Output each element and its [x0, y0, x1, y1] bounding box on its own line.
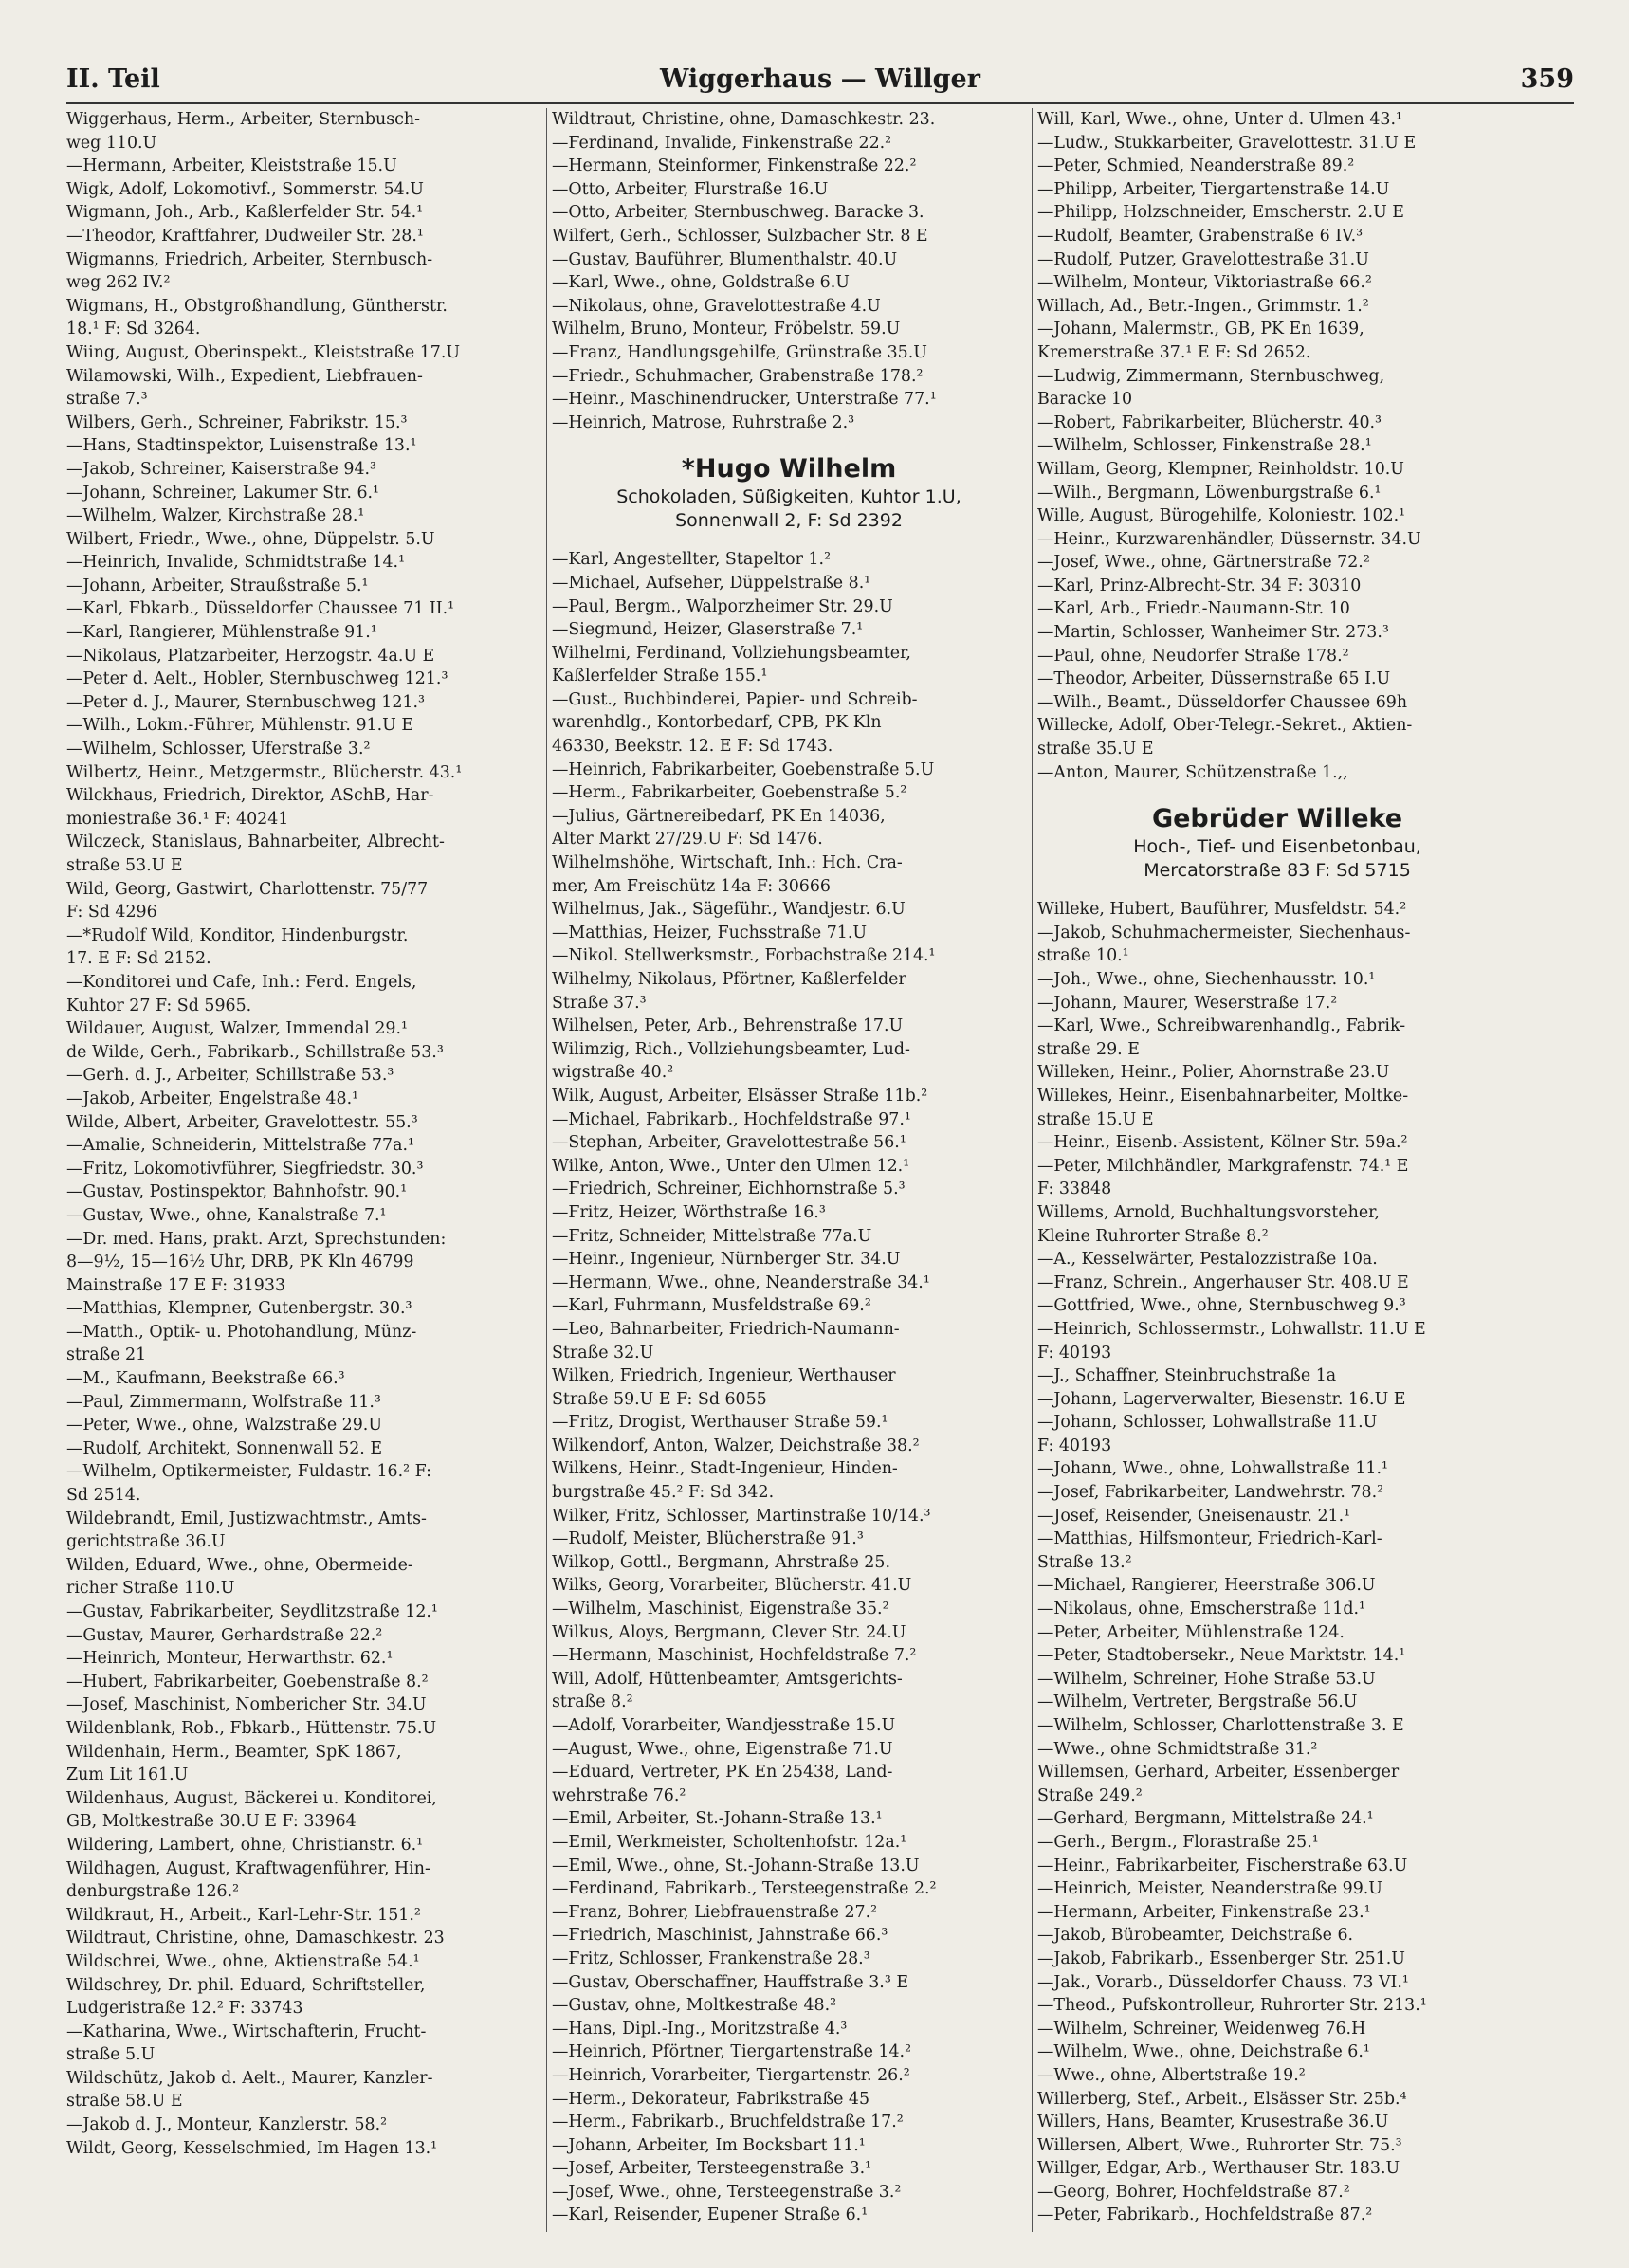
directory-entry-line: Wiggerhaus, Herm., Arbeiter, Sternbusch- — [66, 110, 420, 129]
directory-entry-line: Wilhelsen, Peter, Arb., Behrenstraße 17.U — [552, 1016, 904, 1036]
directory-entry-line: Wiing, August, Oberinspekt., Kleiststraße 17.U — [66, 342, 461, 362]
directory-entry-line: Wilker, Fritz, Schlosser, Martinstraße 10/14.³ — [552, 1506, 931, 1526]
directory-entry-line: GB, Moltkestraße 30.U E F: 33964 — [66, 1812, 357, 1832]
directory-entry-line: —Heinrich, Invalide, Schmidtstraße 14.¹ — [66, 553, 406, 573]
directory-column-1 — [66, 108, 540, 2241]
directory-entry-line: —Heinrich, Meister, Neanderstraße 99.U — [1037, 1879, 1382, 1899]
directory-entry-line: —Karl, Rangierer, Mühlenstraße 91.¹ — [66, 623, 377, 643]
directory-entry-line: straße 35.U E — [1037, 740, 1154, 759]
directory-entry-line: Straße 249.² — [1037, 1785, 1143, 1805]
directory-entry-line: straße 8.² — [552, 1692, 633, 1712]
directory-entry-line: —Josef, Wwe., ohne, Gärtnerstraße 72.² — [1037, 553, 1370, 573]
directory-entry-line: —Fritz, Schlosser, Frankenstraße 28.³ — [552, 1948, 870, 1968]
directory-entry-line: Alter Markt 27/29.U F: Sd 1476. — [552, 830, 823, 850]
directory-entry-line: —Karl, Angestellter, Stapeltor 1.² — [552, 550, 832, 570]
directory-entry-line: Wigk, Adolf, Lokomotivf., Sommerstr. 54.U — [66, 179, 424, 199]
directory-entry-line: —Johann, Schreiner, Lakumer Str. 6.¹ — [66, 483, 380, 503]
directory-entry-line: Wildtraut, Christine, ohne, Damaschkestr. 23 — [66, 1929, 445, 1948]
directory-entry-line: Willger, Edgar, Arb., Werthauser Str. 183.U — [1037, 2159, 1400, 2179]
directory-entry-line: —Wwe., ohne, Albertstraße 19.² — [1037, 2065, 1306, 2085]
directory-entry-line: Straße 59.U E F: Sd 6055 — [552, 1389, 767, 1409]
directory-entry-line: Straße 37.³ — [552, 993, 647, 1013]
directory-entry-line: —Nikolaus, ohne, Gravelottestraße 4.U — [552, 296, 881, 316]
directory-entry-line: Wilkus, Aloys, Bergmann, Clever Str. 24.U — [552, 1622, 906, 1642]
directory-entry-line: —Wilh., Bergmann, Löwenburgstraße 6.¹ — [1037, 483, 1382, 503]
directory-entry-line: wehrstraße 76.² — [552, 1785, 686, 1805]
directory-entry-line: Wigmans, H., Obstgroßhandlung, Güntherstr. — [66, 296, 448, 316]
directory-entry-line: Wigmann, Joh., Arb., Kaßlerfelder Str. 54.¹ — [66, 203, 424, 223]
directory-entry-line: —Otto, Arbeiter, Sternbuschweg. Baracke 3. — [552, 203, 924, 223]
directory-entry-line: —Emil, Werkmeister, Scholtenhofstr. 12a.¹ — [552, 1832, 907, 1852]
directory-entry-line: —Nikol. Stellwerksmstr., Forbachstraße 214.¹ — [552, 946, 936, 966]
directory-entry-line: weg 262 IV.² — [66, 273, 171, 293]
directory-entry-line: Wilhelmus, Jak., Sägeführ., Wandjestr. 6.U — [552, 900, 906, 920]
directory-column-2 — [552, 108, 1026, 2241]
directory-entry-line: 46330, Beekstr. 12. E F: Sd 1743. — [552, 737, 833, 757]
directory-entry-line: —Rudolf, Meister, Blücherstraße 91.³ — [552, 1529, 864, 1549]
directory-entry-line: —Karl, Fuhrmann, Musfeldstraße 69.² — [552, 1296, 871, 1316]
directory-entry-line: —Peter d. J., Maurer, Sternbuschweg 121.³ — [66, 692, 425, 712]
directory-entry-line: —Peter, Stadtobersekr., Neue Marktstr. 14.¹ — [1037, 1646, 1406, 1666]
directory-entry-line: —Heinr., Ingenieur, Nürnberger Str. 34.U — [552, 1250, 901, 1270]
directory-entry-line: —Paul, ohne, Neudorfer Straße 178.² — [1037, 646, 1349, 666]
directory-entry-line: 8—9½, 15—16½ Uhr, DRB, PK Kln 46799 — [66, 1253, 414, 1272]
directory-entry-line: —Hermann, Steinformer, Finkenstraße 22.² — [552, 156, 917, 176]
directory-entry-line: —Heinrich, Vorarbeiter, Tiergartenstr. 26.² — [552, 2065, 910, 2085]
directory-entry-line: 17. E F: Sd 2152. — [66, 949, 211, 969]
directory-entry-line: —Dr. med. Hans, prakt. Arzt, Sprechstunden: — [66, 1229, 447, 1249]
directory-entry-line: —Michael, Fabrikarb., Hochfeldstraße 97.¹ — [552, 1109, 911, 1129]
directory-entry-line: de Wilde, Gerh., Fabrikarb., Schillstraße 53.³ — [66, 1042, 444, 1062]
directory-entry-line: straße 29. E — [1037, 1039, 1140, 1059]
directory-entry-line: —Anton, Maurer, Schützenstraße 1.,, — [1037, 762, 1348, 782]
directory-entry-line: —Fritz, Lokomotivführer, Siegfriedstr. 30.³ — [66, 1159, 424, 1179]
directory-entry-line: —Stephan, Arbeiter, Gravelottestraße 56.¹ — [552, 1133, 906, 1153]
directory-entry-line: —Wilh., Lokm.-Führer, Mühlenstr. 91.U E — [66, 716, 414, 736]
directory-entry-line: —Herm., Fabrikarb., Bruchfeldstraße 17.² — [552, 2113, 904, 2132]
directory-entry-line: Will, Karl, Wwe., ohne, Unter d. Ulmen 43.¹ — [1037, 110, 1402, 129]
directory-entry-line: —Martin, Schlosser, Wanheimer Str. 273.³ — [1037, 623, 1389, 643]
directory-entry-line: —Paul, Zimmermann, Wolfstraße 11.³ — [66, 1392, 381, 1412]
directory-entry-line: Wildschrei, Wwe., ohne, Aktienstraße 54.¹ — [66, 1951, 420, 1971]
directory-entry-line: —Michael, Aufseher, Düppelstraße 8.¹ — [552, 573, 871, 593]
directory-entry-line: —Gustav, Wwe., ohne, Kanalstraße 7.¹ — [66, 1205, 387, 1225]
directory-entry-line: straße 10.¹ — [1037, 946, 1129, 966]
directory-entry-line: Wilkens, Heinr., Stadt-Ingenieur, Hinden- — [552, 1459, 898, 1479]
directory-entry-line: —Theodor, Arbeiter, Düssernstraße 65 I.U — [1037, 669, 1391, 689]
directory-entry-line: —Gustav, Maurer, Gerhardstraße 22.² — [66, 1625, 383, 1645]
directory-entry-line: —Karl, Arb., Friedr.-Naumann-Str. 10 — [1037, 599, 1350, 619]
directory-entry-line: —J., Schaffner, Steinbruchstraße 1a — [1037, 1366, 1337, 1386]
directory-entry-line: —Wilhelm, Wwe., ohne, Deichstraße 6.¹ — [1037, 2042, 1370, 2062]
directory-entry-line: Kaßlerfelder Straße 155.¹ — [552, 667, 768, 686]
directory-entry-line: —Julius, Gärtnereibedarf, PK En 14036, — [552, 806, 886, 826]
directory-entry-line: Wildering, Lambert, ohne, Christianstr. 6.¹ — [66, 1835, 424, 1855]
directory-entry-line: Wildauer, August, Walzer, Immendal 29.¹ — [66, 1019, 408, 1039]
directory-entry-line: —Georg, Bohrer, Hochfeldstraße 87.² — [1037, 2182, 1350, 2202]
directory-entry-line: —Wilhelm, Schlosser, Charlottenstraße 3. E — [1037, 1716, 1404, 1735]
directory-entry-line: Willekes, Heinr., Eisenbahnarbeiter, Moltke- — [1037, 1086, 1409, 1106]
directory-entry-line: —August, Wwe., ohne, Eigenstraße 71.U — [552, 1739, 893, 1759]
directory-entry-line: —Johann, Malermstr., GB, PK En 1639, — [1037, 320, 1364, 339]
directory-entry-line: —Friedrich, Schreiner, Eichhornstraße 5.³ — [552, 1180, 906, 1199]
directory-entry-line: —A., Kesselwärter, Pestalozzistraße 10a. — [1037, 1250, 1378, 1270]
directory-entry-line: —Johann, Arbeiter, Im Bocksbart 11.¹ — [552, 2135, 866, 2155]
directory-entry-line: —Fritz, Drogist, Werthauser Straße 59.¹ — [552, 1413, 888, 1433]
directory-entry-line: —Gottfried, Wwe., ohne, Sternbuschweg 9.³ — [1037, 1296, 1406, 1316]
directory-entry-line: straße 15.U E — [1037, 1109, 1154, 1129]
directory-entry-line: —Heinr., Fabrikarbeiter, Fischerstraße 63.U — [1037, 1856, 1408, 1875]
directory-entry-line: —Wilhelm, Schlosser, Uferstraße 3.² — [66, 740, 371, 759]
directory-entry-line: —Nikolaus, Platzarbeiter, Herzogstr. 4a.U E — [66, 646, 435, 666]
directory-entry-line: Wildenblank, Rob., Fbkarb., Hüttenstr. 75.U — [66, 1718, 437, 1738]
directory-entry-line: —Michael, Rangierer, Heerstraße 306.U — [1037, 1576, 1376, 1596]
directory-entry-line: —Karl, Wwe., ohne, Goldstraße 6.U — [552, 273, 850, 293]
directory-entry-line: 18.¹ F: Sd 3264. — [66, 320, 201, 339]
directory-entry-line: —Otto, Arbeiter, Flurstraße 16.U — [552, 179, 829, 199]
directory-entry-line: —Theod., Pufskontrolleur, Ruhrorter Str. 213.¹ — [1037, 1996, 1427, 2016]
directory-entry-line: —Heinr., Kurzwarenhändler, Düssernstr. 34.U — [1037, 529, 1421, 549]
directory-entry-line: Wildkraut, H., Arbeit., Karl-Lehr-Str. 151.² — [66, 1905, 421, 1925]
directory-entry-line: F: Sd 4296 — [66, 903, 157, 923]
directory-entry-line: straße 53.U E — [66, 856, 183, 875]
directory-entry-line: —Philipp, Arbeiter, Tiergartenstraße 14.U — [1037, 179, 1390, 199]
directory-entry-line: —Matthias, Heizer, Fuchsstraße 71.U — [552, 923, 868, 942]
directory-entry-line: —Katharina, Wwe., Wirtschafterin, Frucht- — [66, 2021, 427, 2041]
ad-text-line: Mercatorstraße 83 F: Sd 5715 — [1144, 860, 1411, 882]
directory-entry-line: —Fritz, Heizer, Wörthstraße 16.³ — [552, 1202, 826, 1222]
directory-entry-line: —Paul, Bergm., Walporzheimer Str. 29.U — [552, 596, 893, 616]
entry-list — [1037, 898, 1517, 2227]
column-divider — [546, 108, 547, 2232]
ad-company-name: *Hugo Wilhelm — [681, 454, 897, 485]
directory-entry-line: burgstraße 45.² F: Sd 342. — [552, 1483, 775, 1503]
directory-entry-line: —Emil, Wwe., ohne, St.-Johann-Straße 13.U — [552, 1856, 920, 1875]
directory-entry-line: Kremerstraße 37.¹ E F: Sd 2652. — [1037, 342, 1311, 362]
directory-entry-line: —Johann, Wwe., ohne, Lohwallstraße 11.¹ — [1037, 1459, 1388, 1479]
directory-entry-line: Willeken, Heinr., Polier, Ahornstraße 23.U — [1037, 1063, 1390, 1083]
directory-entry-line: Wilamowski, Wilh., Expedient, Liebfrauen- — [66, 366, 423, 386]
directory-entry-line: Wigmanns, Friedrich, Arbeiter, Sternbusch- — [66, 249, 433, 269]
page-header — [66, 57, 1574, 104]
directory-entry-line: Sd 2514. — [66, 1486, 141, 1506]
directory-entry-line: —Jakob, Schreiner, Kaiserstraße 94.³ — [66, 459, 377, 479]
directory-entry-line: —Heinrich, Pförtner, Tiergartenstraße 14.² — [552, 2042, 912, 2062]
directory-entry-line: —Franz, Bohrer, Liebfrauenstraße 27.² — [552, 1902, 878, 1922]
directory-entry-line: Wilden, Eduard, Wwe., ohne, Obermeide- — [66, 1555, 413, 1575]
directory-entry-line: —Gust., Buchbinderei, Papier- und Schreib- — [552, 689, 918, 709]
directory-entry-line: —Peter d. Aelt., Hobler, Sternbuschweg 121.³ — [66, 669, 448, 689]
directory-entry-line: Willems, Arnold, Buchhaltungsvorsteher, — [1037, 1202, 1381, 1222]
directory-entry-line: Wilbers, Gerh., Schreiner, Fabrikstr. 15.³ — [66, 412, 408, 432]
directory-entry-line: Wildt, Georg, Kesselschmied, Im Hagen 13.¹ — [66, 2138, 438, 2158]
directory-entry-line: Wilk, August, Arbeiter, Elsässer Straße 11b.² — [552, 1086, 928, 1106]
directory-entry-line: —Wilhelm, Schlosser, Finkenstraße 28.¹ — [1037, 436, 1372, 456]
page-range-title: Wiggerhaus — Willger — [660, 64, 980, 94]
directory-entry-line: —Jakob, Schuhmachermeister, Siechenhaus- — [1037, 923, 1411, 942]
column-divider — [1032, 108, 1033, 2232]
directory-entry-line: —Wilhelm, Schreiner, Hohe Straße 53.U — [1037, 1669, 1376, 1689]
directory-entry-line: —Emil, Arbeiter, St.-Johann-Straße 13.¹ — [552, 1809, 883, 1829]
directory-entry-line: —M., Kaufmann, Beekstraße 66.³ — [66, 1369, 345, 1389]
directory-entry-line: —Konditorei und Cafe, Inh.: Ferd. Engels, — [66, 972, 417, 992]
directory-entry-line: —Wilhelm, Schreiner, Weidenweg 76.H — [1037, 2019, 1366, 2039]
directory-entry-line: —Peter, Arbeiter, Mühlenstraße 124. — [1037, 1622, 1345, 1642]
entry-list — [552, 108, 1026, 434]
directory-entry-line: Ludgeristraße 12.² F: 33743 — [66, 1999, 303, 2019]
directory-entry-line: F: 40193 — [1037, 1436, 1112, 1455]
directory-entry-line: —Johann, Lagerverwalter, Biesenstr. 16.U E — [1037, 1389, 1406, 1409]
entry-list — [552, 548, 1026, 2227]
directory-entry-line: —Adolf, Vorarbeiter, Wandjesstraße 15.U — [552, 1716, 896, 1735]
directory-entry-line: —Wilhelm, Walzer, Kirchstraße 28.¹ — [66, 506, 365, 526]
directory-entry-line: Wilckhaus, Friedrich, Direktor, ASchB, Har- — [66, 786, 434, 806]
directory-entry-line: Wilkendorf, Anton, Walzer, Deichstraße 38.² — [552, 1436, 920, 1455]
directory-entry-line: moniestraße 36.¹ F: 40241 — [66, 809, 289, 829]
directory-entry-line: —Franz, Handlungsgehilfe, Grünstraße 35.U — [552, 342, 927, 362]
directory-entry-line: —Heinr., Maschinendrucker, Unterstraße 77.¹ — [552, 390, 937, 410]
directory-entry-line: F: 33848 — [1037, 1180, 1112, 1199]
directory-entry-line: —Johann, Maurer, Weserstraße 17.² — [1037, 993, 1338, 1013]
directory-entry-line: Mainstraße 17 E F: 31933 — [66, 1275, 286, 1295]
directory-entry-line: —Franz, Schrein., Angerhauser Str. 408.U E — [1037, 1272, 1409, 1292]
directory-entry-line: —Gerhard, Bergmann, Mittelstraße 24.¹ — [1037, 1809, 1374, 1829]
directory-entry-line: straße 21 — [66, 1345, 147, 1365]
directory-entry-line: Wildebrandt, Emil, Justizwachtmstr., Amts- — [66, 1509, 427, 1528]
directory-entry-line: Wildhagen, August, Kraftwagenführer, Hin- — [66, 1858, 430, 1878]
directory-entry-line: wigstraße 40.² — [552, 1063, 674, 1083]
directory-entry-line: —Josef, Fabrikarbeiter, Landwehrstr. 78.² — [1037, 1483, 1384, 1503]
directory-entry-line: —Robert, Fabrikarbeiter, Blücherstr. 40.³ — [1037, 412, 1382, 432]
directory-entry-line: —Karl, Fbkarb., Düsseldorfer Chaussee 71 II.¹ — [66, 599, 455, 619]
directory-entry-line: Straße 13.² — [1037, 1552, 1132, 1572]
directory-entry-line: mer, Am Freischütz 14a F: 30666 — [552, 876, 831, 896]
directory-entry-line: —Ferdinand, Invalide, Finkenstraße 22.² — [552, 133, 892, 153]
directory-entry-line: Willam, Georg, Klempner, Reinholdstr. 10.U — [1037, 459, 1404, 479]
directory-entry-line: —Matthias, Hilfsmonteur, Friedrich-Karl- — [1037, 1529, 1382, 1549]
directory-entry-line: —Leo, Bahnarbeiter, Friedrich-Naumann- — [552, 1319, 900, 1339]
directory-entry-line: Willers, Hans, Beamter, Krusestraße 36.U — [1037, 2113, 1389, 2132]
ad-text-line: Hoch-, Tief- und Eisenbetonbau, — [1133, 836, 1421, 858]
directory-entry-line: —Josef, Wwe., ohne, Tersteegenstraße 3.² — [552, 2182, 902, 2202]
directory-entry-line: —Gerh., Bergm., Florastraße 25.¹ — [1037, 1832, 1319, 1852]
part-label: II. Teil — [66, 64, 160, 94]
directory-entry-line: Willecke, Adolf, Ober-Telegr.-Sekret., Aktien- — [1037, 716, 1413, 736]
directory-entry-line: Wilke, Anton, Wwe., Unter den Ulmen 12.¹ — [552, 1156, 910, 1176]
directory-entry-line: Wilfert, Gerh., Schlosser, Sulzbacher Str. 8 E — [552, 226, 928, 246]
directory-entry-line: Wildschütz, Jakob d. Aelt., Maurer, Kanzler- — [66, 2068, 433, 2088]
ad-text-line: Sonnenwall 2, F: Sd 2392 — [675, 510, 903, 532]
directory-entry-line: Wildenhain, Herm., Beamter, SpK 1867, — [66, 1742, 402, 1762]
directory-entry-line: Wilken, Friedrich, Ingenieur, Werthauser — [552, 1366, 896, 1386]
directory-entry-line: —Hubert, Fabrikarbeiter, Goebenstraße 8.² — [66, 1672, 429, 1692]
directory-entry-line: —*Rudolf Wild, Konditor, Hindenburgstr. — [66, 925, 409, 945]
directory-entry-line: straße 5.U — [66, 2045, 156, 2065]
directory-entry-line: Wildschrey, Dr. phil. Eduard, Schriftsteller, — [66, 1975, 426, 1995]
directory-entry-line: —Friedr., Schuhmacher, Grabenstraße 178.² — [552, 366, 924, 386]
directory-entry-line: Willemsen, Gerhard, Arbeiter, Essenberger — [1037, 1763, 1400, 1783]
directory-entry-line: —Josef, Maschinist, Nombericher Str. 34.U — [66, 1695, 427, 1715]
directory-entry-line: —Hermann, Arbeiter, Finkenstraße 23.¹ — [1037, 1902, 1371, 1922]
directory-entry-line: —Gustav, ohne, Moltkestraße 48.² — [552, 1996, 837, 2016]
directory-entry-line: —Ludw., Stukkarbeiter, Gravelottestr. 31.U E — [1037, 133, 1417, 153]
directory-entry-line: —Heinrich, Fabrikarbeiter, Goebenstraße 5.U — [552, 759, 935, 779]
directory-entry-line: —Wilh., Beamt., Düsseldorfer Chaussee 69h — [1037, 692, 1408, 712]
directory-entry-line: Wilhelmy, Nikolaus, Pförtner, Kaßlerfelder — [552, 970, 906, 989]
directory-entry-line: —Wilhelm, Vertreter, Bergstraße 56.U — [1037, 1692, 1358, 1712]
advertisement-hugo-wilhelm — [552, 453, 1026, 533]
directory-entry-line: —Ludwig, Zimmermann, Sternbuschweg, — [1037, 366, 1385, 386]
directory-entry-line: —Heinr., Eisenb.-Assistent, Kölner Str. 59a.² — [1037, 1133, 1408, 1153]
directory-entry-line: richer Straße 110.U — [66, 1579, 235, 1599]
directory-entry-line: Straße 32.U — [552, 1343, 654, 1363]
directory-entry-line: —Gustav, Postinspektor, Bahnhofstr. 90.¹ — [66, 1182, 408, 1202]
directory-entry-line: Wild, Georg, Gastwirt, Charlottenstr. 75/77 — [66, 879, 429, 899]
directory-entry-line: Willeke, Hubert, Bauführer, Musfeldstr. 54.² — [1037, 900, 1407, 920]
directory-entry-line: Wilhelmi, Ferdinand, Vollziehungsbeamter, — [552, 643, 911, 663]
directory-entry-line: —Amalie, Schneiderin, Mittelstraße 77a.¹ — [66, 1136, 414, 1156]
directory-entry-line: Wilbertz, Heinr., Metzgermstr., Blücherstr. 43.¹ — [66, 762, 463, 782]
directory-entry-line: —Jakob d. J., Monteur, Kanzlerstr. 58.² — [66, 2115, 388, 2135]
directory-entry-line: —Peter, Fabrikarb., Hochfeldstraße 87.² — [1037, 2205, 1373, 2225]
directory-entry-line: —Friedrich, Maschinist, Jahnstraße 66.³ — [552, 1926, 888, 1946]
directory-entry-line: —Heinrich, Matrose, Ruhrstraße 2.³ — [552, 412, 855, 432]
directory-entry-line: —Gustav, Oberschaffner, Hauffstraße 3.³ E — [552, 1972, 909, 1992]
directory-entry-line: —Karl, Wwe., Schreibwarenhandlg., Fabrik- — [1037, 1016, 1406, 1036]
directory-entry-line: —Matthias, Klempner, Gutenbergstr. 30.³ — [66, 1299, 412, 1319]
directory-entry-line: —Gerh. d. J., Arbeiter, Schillstraße 53.³ — [66, 1066, 394, 1086]
ad-company-name: Gebrüder Willeke — [1151, 804, 1403, 834]
directory-entry-line: —Josef, Reisender, Gneisenaustr. 21.¹ — [1037, 1506, 1351, 1526]
directory-entry-line: Wilks, Georg, Vorarbeiter, Blücherstr. 41.U — [552, 1576, 912, 1596]
directory-entry-line: Wildtraut, Christine, ohne, Damaschkestr. 23. — [552, 110, 936, 129]
directory-entry-line: Wildenhaus, August, Bäckerei u. Konditorei, — [66, 1788, 437, 1808]
directory-entry-line: —Wilhelm, Optikermeister, Fuldastr. 16.² F: — [66, 1462, 431, 1482]
directory-entry-line: F: 40193 — [1037, 1343, 1112, 1363]
directory-entry-line: —Theodor, Kraftfahrer, Dudweiler Str. 28.¹ — [66, 226, 424, 246]
directory-entry-line: —Johann, Schlosser, Lohwallstraße 11.U — [1037, 1413, 1378, 1433]
directory-entry-line: —Jakob, Arbeiter, Engelstraße 48.¹ — [66, 1088, 359, 1108]
directory-entry-line: Willach, Ad., Betr.-Ingen., Grimmstr. 1.² — [1037, 296, 1369, 316]
directory-entry-line: Zum Lit 161.U — [66, 1765, 189, 1785]
directory-entry-line: weg 110.U — [66, 133, 157, 153]
directory-entry-line: —Heinrich, Schlossermstr., Lohwallstr. 11.U E — [1037, 1319, 1426, 1339]
directory-entry-line: Willerberg, Stef., Arbeit., Elsässer Str. 25b.⁴ — [1037, 2089, 1407, 2109]
directory-entry-line: Wilhelmshöhe, Wirtschaft, Inh.: Hch. Cra- — [552, 853, 903, 873]
directory-entry-line: Wilhelm, Bruno, Monteur, Fröbelstr. 59.U — [552, 320, 901, 339]
directory-entry-line: —Rudolf, Putzer, Gravelottestraße 31.U — [1037, 249, 1369, 269]
directory-entry-line: —Fritz, Schneider, Mittelstraße 77a.U — [552, 1226, 872, 1246]
directory-entry-line: Kuhtor 27 F: Sd 5965. — [66, 996, 252, 1015]
directory-entry-line: —Joh., Wwe., ohne, Siechenhausstr. 10.¹ — [1037, 970, 1376, 989]
directory-entry-line: —Hans, Stadtinspektor, Luisenstraße 13.¹ — [66, 436, 417, 456]
directory-entry-line: —Karl, Reisender, Eupener Straße 6.¹ — [552, 2205, 869, 2225]
directory-entry-line: —Jakob, Bürobeamter, Deichstraße 6. — [1037, 1926, 1354, 1946]
directory-entry-line: gerichtstraße 36.U — [66, 1532, 226, 1552]
directory-entry-line: —Hermann, Arbeiter, Kleiststraße 15.U — [66, 156, 397, 176]
directory-entry-line: —Herm., Fabrikarbeiter, Goebenstraße 5.² — [552, 783, 907, 803]
directory-entry-line: —Wwe., ohne Schmidtstraße 31.² — [1037, 1739, 1318, 1759]
advertisement-gebrueder-willeke — [1037, 803, 1517, 883]
directory-entry-line: Baracke 10 — [1037, 390, 1133, 410]
directory-entry-line: —Josef, Arbeiter, Tersteegenstraße 3.¹ — [552, 2159, 872, 2179]
directory-entry-line: —Hermann, Wwe., ohne, Neanderstraße 34.¹ — [552, 1272, 930, 1292]
directory-entry-line: —Herm., Dekorateur, Fabrikstraße 45 — [552, 2089, 870, 2109]
directory-entry-line: —Rudolf, Beamter, Grabenstraße 6 IV.³ — [1037, 226, 1364, 246]
directory-entry-line: —Peter, Milchhändler, Markgrafenstr. 74.¹ E — [1037, 1156, 1409, 1176]
directory-entry-line: —Karl, Prinz-Albrecht-Str. 34 F: 30310 — [1037, 576, 1362, 595]
directory-entry-line: Wilbert, Friedr., Wwe., ohne, Düppelstr. 5.U — [66, 529, 435, 549]
directory-entry-line: —Heinrich, Monteur, Herwarthstr. 62.¹ — [66, 1649, 394, 1669]
directory-entry-line: —Peter, Wwe., ohne, Walzstraße 29.U — [66, 1416, 382, 1436]
directory-entry-line: —Ferdinand, Fabrikarb., Tersteegenstraße 2.² — [552, 1879, 937, 1899]
directory-entry-line: —Peter, Schmied, Neanderstraße 89.² — [1037, 156, 1355, 176]
directory-entry-line: —Matth., Optik- u. Photohandlung, Münz- — [66, 1322, 417, 1342]
entry-list — [66, 108, 540, 2160]
ad-text-line: Schokoladen, Süßigkeiten, Kuhtor 1.U, — [616, 486, 961, 508]
directory-entry-line: —Rudolf, Architekt, Sonnenwall 52. E — [66, 1438, 383, 1458]
directory-entry-line: denburgstraße 126.² — [66, 1882, 240, 1902]
directory-entry-line: —Hermann, Maschinist, Hochfeldstraße 7.² — [552, 1646, 917, 1666]
directory-entry-line: —Wilhelm, Maschinist, Eigenstraße 35.² — [552, 1600, 889, 1619]
directory-entry-line: —Gustav, Bauführer, Blumenthalstr. 40.U — [552, 249, 898, 269]
directory-entry-line: —Johann, Arbeiter, Straußstraße 5.¹ — [66, 576, 369, 595]
directory-entry-line: —Philipp, Holzschneider, Emscherstr. 2.U E — [1037, 203, 1404, 223]
directory-entry-line: Willersen, Albert, Wwe., Ruhrorter Str. 75.³ — [1037, 2135, 1402, 2155]
directory-entry-line: Wilczeck, Stanislaus, Bahnarbeiter, Albrecht- — [66, 832, 445, 852]
directory-column-3 — [1037, 108, 1517, 2241]
directory-entry-line: Wilimzig, Rich., Vollziehungsbeamter, Lud- — [552, 1039, 910, 1059]
directory-entry-line: Wilde, Albert, Arbeiter, Gravelottestr. 55.³ — [66, 1112, 418, 1132]
directory-entry-line: —Hans, Dipl.-Ing., Moritzstraße 4.³ — [552, 2019, 848, 2039]
directory-entry-line: Wille, August, Bürogehilfe, Koloniestr. 102.¹ — [1037, 506, 1406, 526]
directory-entry-line: Will, Adolf, Hüttenbeamter, Amtsgerichts- — [552, 1669, 903, 1689]
directory-entry-line: —Jak., Vorarb., Düsseldorfer Chauss. 73 VI.¹ — [1037, 1972, 1409, 1992]
directory-entry-line: straße 7.³ — [66, 390, 148, 410]
directory-entry-line: warenhdlg., Kontorbedarf, CPB, PK Kln — [552, 713, 882, 733]
directory-entry-line: —Nikolaus, ohne, Emscherstraße 11d.¹ — [1037, 1600, 1365, 1619]
page-number: 359 — [1520, 64, 1574, 94]
directory-entry-line: Wilkop, Gottl., Bergmann, Ahrstraße 25. — [552, 1552, 890, 1572]
directory-entry-line: Kleine Ruhrorter Straße 8.² — [1037, 1226, 1269, 1246]
directory-entry-line: —Eduard, Vertreter, PK En 25438, Land- — [552, 1763, 893, 1783]
entry-list — [1037, 108, 1517, 784]
directory-entry-line: straße 58.U E — [66, 2092, 183, 2112]
directory-entry-line: —Jakob, Fabrikarb., Essenberger Str. 251.U — [1037, 1948, 1405, 1968]
directory-entry-line: —Wilhelm, Monteur, Viktoriastraße 66.² — [1037, 273, 1372, 293]
directory-entry-line: —Gustav, Fabrikarbeiter, Seydlitzstraße 12.¹ — [66, 1602, 438, 1621]
directory-entry-line: —Siegmund, Heizer, Glaserstraße 7.¹ — [552, 620, 864, 640]
